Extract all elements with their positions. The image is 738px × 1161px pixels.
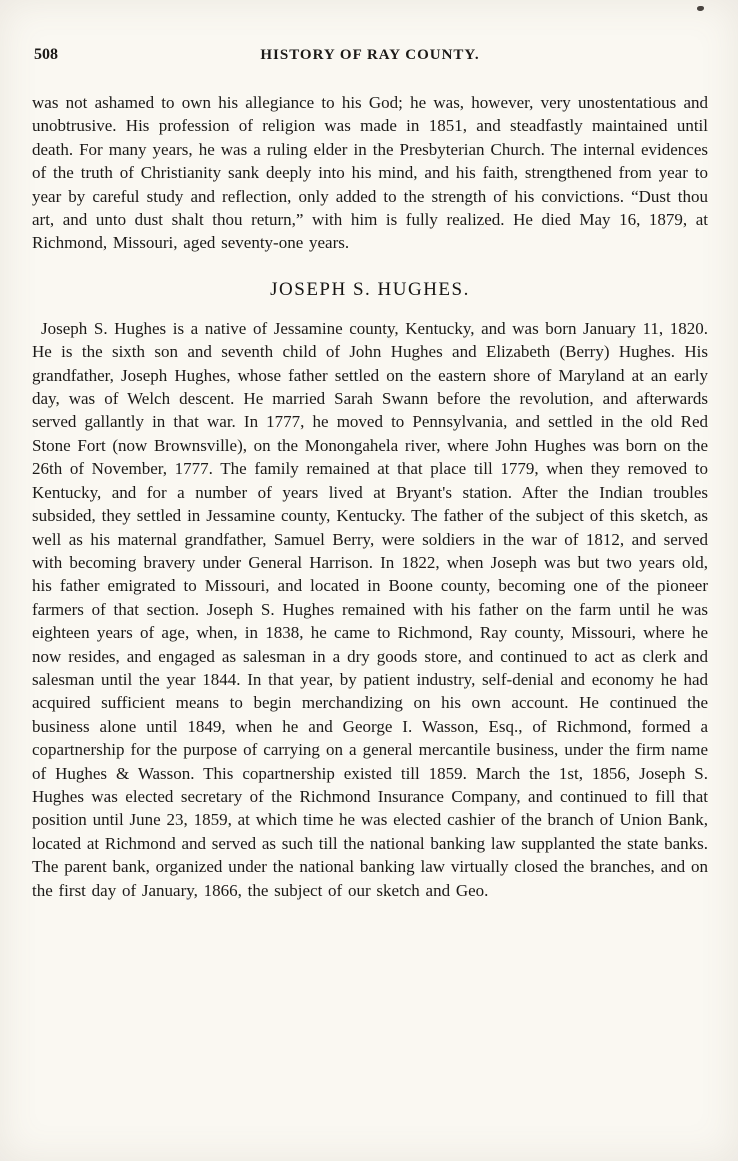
page-number: 508: [34, 46, 58, 63]
section-heading: JOSEPH S. HUGHES.: [270, 278, 470, 300]
scan-artifact: [697, 6, 704, 11]
paragraph-continuation: was not ashamed to own his allegiance to his God; he was, however, very unostentatious and unobtrusive. His profession of religion was made in 1851, and steadfastly maintained until death. For many years, he was a ruling elder in the Presbyterian Church. The internal evidences of the truth of Christianity sank deeply into his mind, and his faith, strengthened from year to year by careful study and reflection, only added to the strength of his convictions. “Dust thou art, and unto dust shalt thou return,” with him is fully realized. He died May 16, 1879, at Richmond, Missouri, aged seventy-one years.: [32, 93, 708, 253]
paragraph-biography: Joseph S. Hughes is a native of Jessamine county, Kentucky, and was born January 11, 1820. He is the sixth son and seventh child of John Hughes and Elizabeth (Berry) Hughes. His grandfather, Joseph Hughes, whose father settled on the eastern shore of Maryland at an early day, was of Welch descent. He married Sarah Swann before the revolution, and afterwards served gallantly in that war. In 1777, he moved to Pennsylvania, and settled in the old Red Stone Fort (now Brownsville), on the Monongahela river, where John Hughes was born on the 26th of November, 1777. The family remained at that place till 1779, when they removed to Kentucky, and for a number of years lived at Bryant's station. After the Indian troubles subsided, they settled in Jessamine county, Kentucky. The father of the subject of this sketch, as well as his maternal grandfather, Samuel Berry, were soldiers in the war of 1812, and served with becoming bravery under General Harrison. In 1822, when Joseph was but two years old, his father emigrated to Missouri, and located in Boone county, becoming one of the pioneer farmers of that section. Joseph S. Hughes remained with his father on the farm until he was eighteen years of age, when, in 1838, he came to Richmond, Ray county, Missouri, where he now resides, and engaged as salesman in a dry goods store, and continued to act as clerk and salesman until the year 1844. In that year, by patient industry, self-denial and economy he had acquired sufficient means to begin merchandizing on his own account. He continued the business alone until 1849, when he and George I. Wasson, Esq., of Richmond, formed a copartnership for the purpose of carrying on a general mercantile business, under the firm name of Hughes & Wasson. This copartnership existed till 1859. March the 1st, 1856, Joseph S. Hughes was elected secretary of the Richmond Insurance Company, and continued to fill that position until June 23, 1859, at which time he was elected cashier of the branch of Union Bank, located at Richmond and served as such till the national banking law supplanted the state banks. The parent bank, organized under the national banking law virtually closed the branches, and on the first day of January, 1866, the subject of our sketch and Geo.: [32, 318, 708, 900]
running-head: [34, 46, 706, 64]
running-title: HISTORY OF RAY COUNTY.: [260, 47, 480, 63]
